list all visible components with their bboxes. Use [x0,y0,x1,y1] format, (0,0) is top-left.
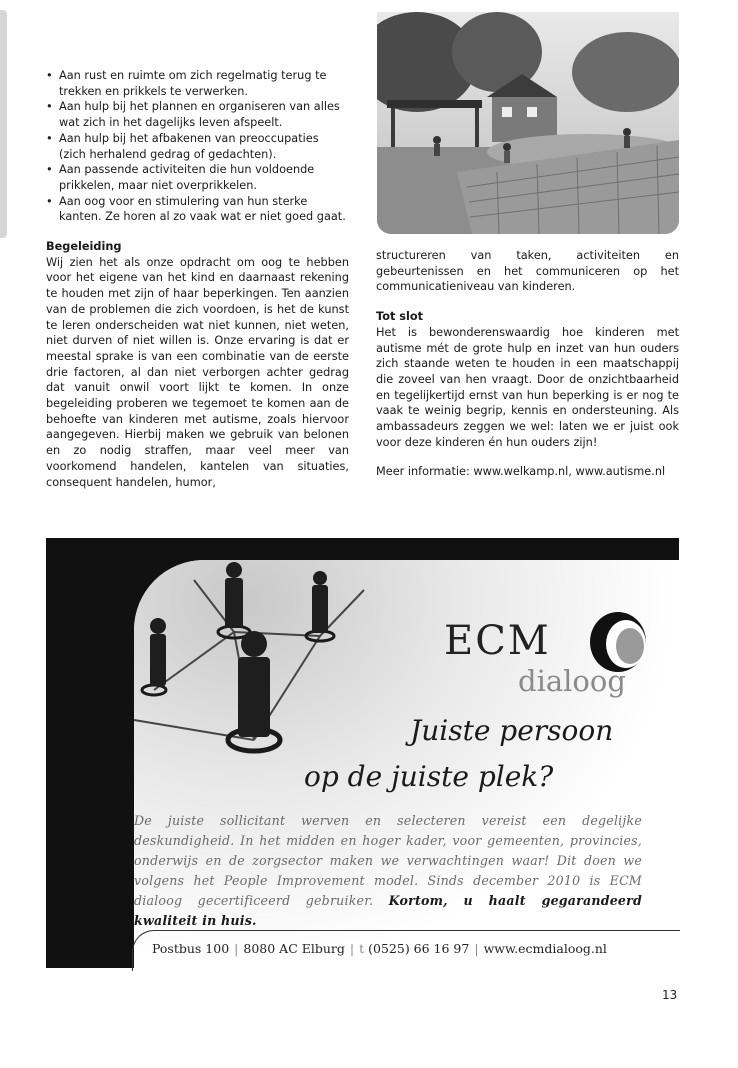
list-item: • Aan hulp bij het afbakenen van preoccupaties (zich herhalend gedrag of gedachten). [46,131,349,162]
people-network-illustration [134,560,434,790]
contact-website: www.ecmdialoog.nl [483,941,607,956]
ad-body-main: De juiste sollicitant werven en selecteren vereist een degelijke deskundigheid. In het midden en hoger kader, voor gemeenten, provincies, onderwijs en de zorgsector maken we verwachtingen waar! Dit doen we volgens het People Improvement model. Sinds december 2010 is ECM dialoog gecertificeerd gebruiker. [134,813,642,908]
list-item: • Aan rust en ruimte om zich regelmatig terug te trekken en prikkels te verwerken. [46,68,349,99]
ad-body-text [134,811,642,931]
begeleiding-paragraph-continued: structureren van taken, activiteiten en gebeurtenissen en het communiceren op het communicatieniveau van kinderen. [376,249,679,294]
more-info-line: Meer informatie: www.welkamp.nl, www.autisme.nl [376,465,666,479]
ad-headline-1: Juiste persoon [410,714,614,747]
tot-slot-paragraph: Het is bewonderenswaardig hoe kinderen met autisme mét de grote hulp en inzet van hun ouders zich staande weten te houden in een maatschappij die zoveel van hen vraagt. Door de onzichtbaarheid en tegelijkertijd ernst van hun beperking is er nog te vaak te weinig begrip, kennis en ondersteuning. Als ambassadeurs zeggen we wel: laten we er juist ook voor deze kinderen én hun ouders zijn! [376,325,679,449]
list-item: • Aan oog voor en stimulering van hun sterke kanten. Ze horen al zo vaak wat er niet goed gaat. [46,194,349,225]
begeleiding-heading: Begeleiding [46,240,122,254]
logo-text: ECM [444,618,551,664]
article-photo [377,12,679,234]
article-right-column [376,248,679,494]
contact-city: 8080 AC Elburg [243,941,345,956]
begeleiding-paragraph: Wij zien het als onze opdracht om oog te hebben voor het eigene van het kind en daarnaast rekening te houden met zijn of haar beperkingen. Ten aanzien van de problemen die zich voordoen, is het de kunst te leren onderscheiden wat niet kunnen, niet weten, niet durven of niet willen is. Onze ervaring is dat er meestal sprake is van een combinatie van de eerste drie factoren, al dan niet verborgen achter gedrag dat vanuit onwil voort lijkt te komen. In onze begeleiding proberen we tegemoet te komen aan de behoefte van kinderen met autisme, zoals hiervoor aangegeven. Hierbij maken we gebruik van belonen en zo nodig straffen, maar veel meer van voorkomend handelen, kantelen van situaties, consequent handelen, humor, [46,255,349,489]
ecm-logo [444,618,551,664]
list-item: • Aan hulp bij het plannen en organiseren van alles wat zich in het dagelijks leven afspeelt. [46,99,349,130]
contact-phone-prefix: t [359,941,365,956]
article-left-column [46,68,349,504]
logo-subtitle: dialoog [518,664,626,698]
page-number: 13 [662,988,678,1002]
ad-headline-2: op de juiste plek? [304,760,554,793]
ecm-advertisement [46,538,679,968]
photo-illustration [377,12,679,234]
tot-slot-heading: Tot slot [376,310,424,324]
contact-phone: (0525) 66 16 97 [368,941,470,956]
page-edge-tab [0,10,7,238]
contact-address: Postbus 100 [152,941,230,956]
ad-contact-line: Postbus 100 | 8080 AC Elburg | t (0525) 66 16 97 | www.ecmdialoog.nl [152,941,607,956]
needs-list [46,68,349,225]
list-item: • Aan passende activiteiten die hun voldoende prikkelen, maar niet overprikkelen. [46,162,349,193]
ad-body-tagline: Kortom, u haalt gegarandeerd kwaliteit in huis. [134,893,642,928]
